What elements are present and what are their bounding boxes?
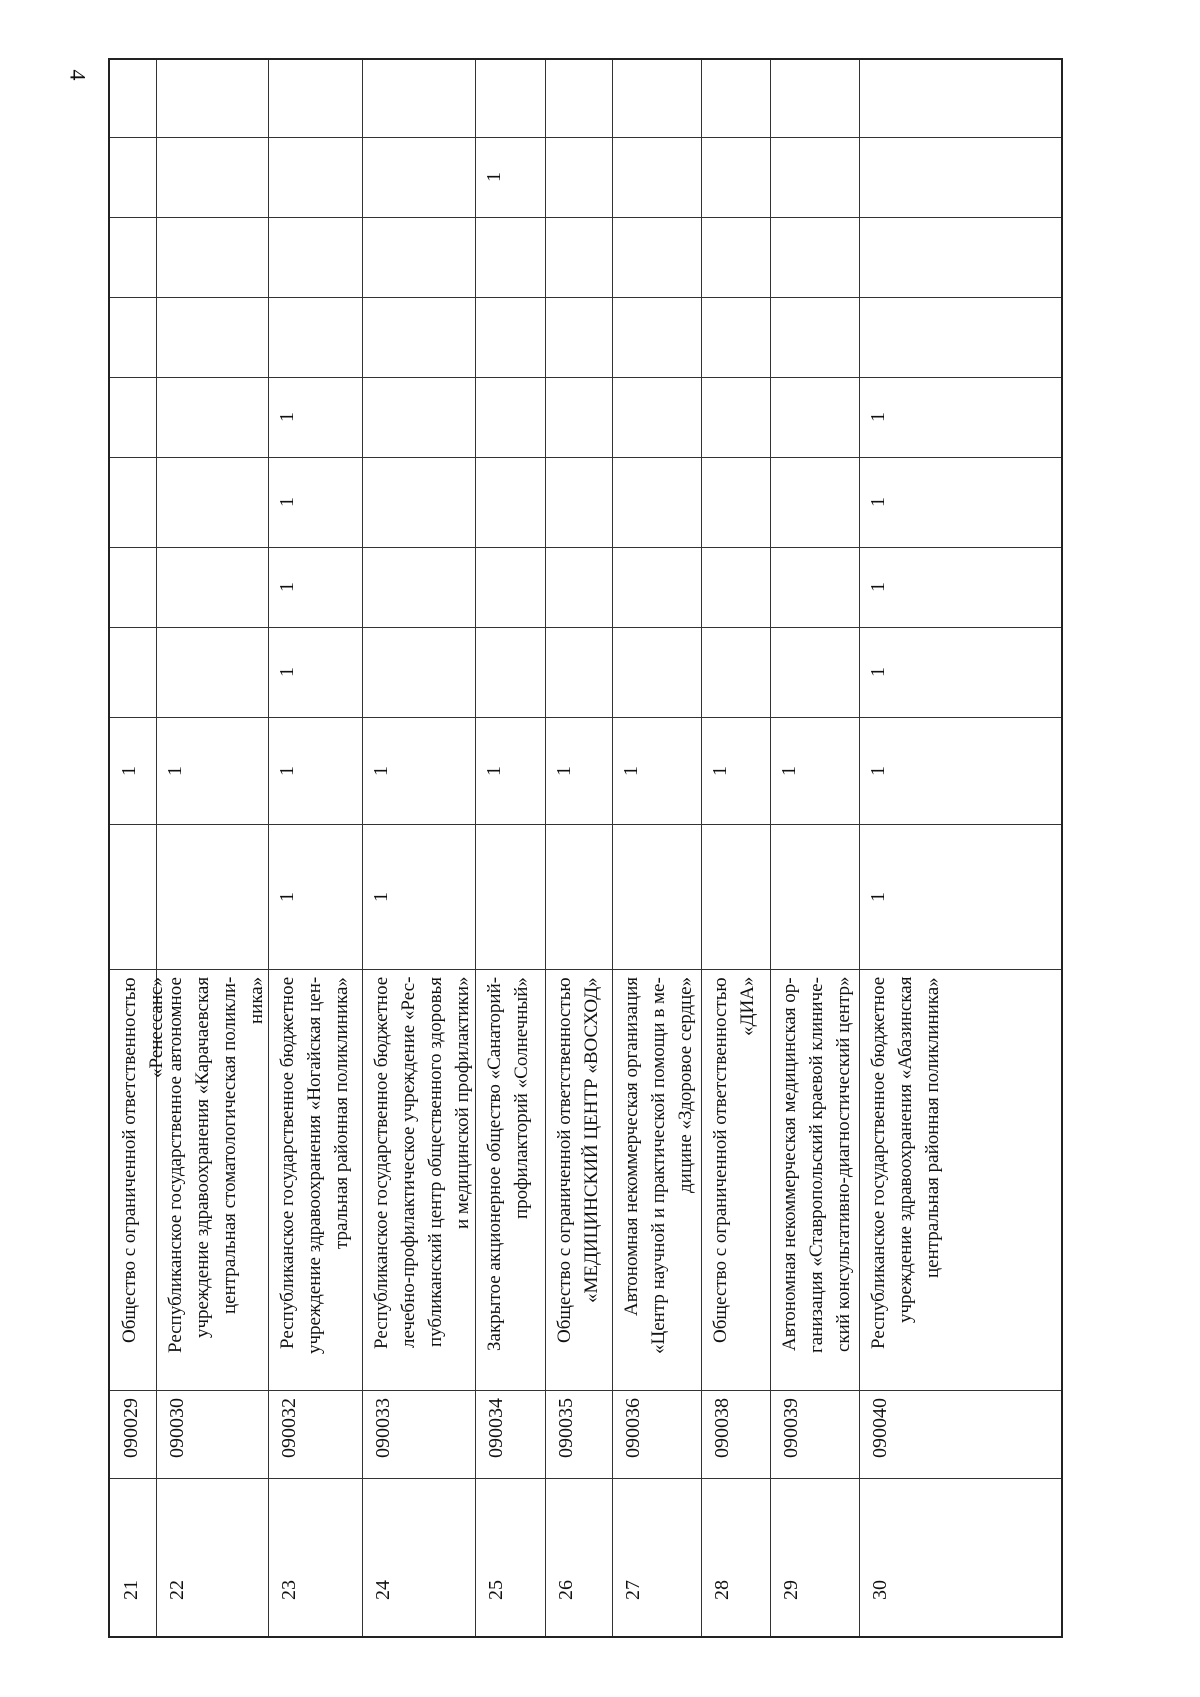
indicator-mark: 1: [867, 765, 889, 776]
organization-name-line: «МЕДИЦИНСКИЙ ЦЕНТР «ВОСХОД»: [581, 977, 602, 1303]
page-number: 4: [65, 69, 91, 81]
organization-name-line: ский консультативно-диагностический центр»: [833, 977, 854, 1353]
organization-name-line: «Ренессанс»: [146, 977, 167, 1078]
indicator-mark: 1: [553, 765, 575, 776]
organization-name-line: ганизация «Ставропольский краевой клиниче-: [806, 977, 827, 1353]
organization-code: 090038: [711, 1398, 733, 1458]
column-divider: [110, 1478, 1061, 1479]
row-number: 25: [485, 1580, 507, 1600]
indicator-mark: 1: [276, 765, 298, 776]
row-number: 22: [166, 1580, 188, 1600]
indicator-mark: 1: [276, 891, 298, 902]
column-divider: [110, 137, 1061, 138]
organization-name-line: «Центр научной и практической помощи в ме-: [648, 977, 669, 1354]
organization-name-line: ника»: [246, 977, 267, 1025]
indicator-mark: 1: [620, 765, 642, 776]
indicator-mark: 1: [867, 497, 889, 507]
organization-name-line: публиканский центр общественного здоровья: [425, 977, 446, 1347]
indicator-mark: 1: [483, 765, 505, 776]
row-number: 29: [780, 1580, 802, 1600]
indicator-mark: 1: [483, 172, 505, 182]
indicator-mark: 1: [276, 497, 298, 507]
indicator-mark: 1: [709, 765, 731, 776]
organization-name-line: Общество с ограниченной ответственностью: [554, 977, 575, 1343]
organizations-table: [108, 58, 1063, 1638]
organization-code: 090035: [555, 1398, 577, 1458]
organization-name-line: дицине «Здоровое сердце»: [675, 977, 696, 1194]
indicator-mark: 1: [276, 582, 298, 592]
row-number: 24: [372, 1580, 394, 1600]
column-divider: [110, 627, 1061, 628]
row-number: 27: [622, 1580, 644, 1600]
organization-name-line: профилакторий «Солнечный»: [511, 977, 532, 1219]
column-divider: [110, 824, 1061, 825]
column-divider: [110, 457, 1061, 458]
organization-name-line: тральная районная поликлиника»: [331, 977, 352, 1249]
organization-code: 090040: [869, 1398, 891, 1458]
organization-name-line: Общество с ограниченной ответственностью: [710, 977, 731, 1343]
row-number: 30: [869, 1580, 891, 1600]
organization-name-line: учреждение здравоохранения «Карачаевская: [192, 977, 213, 1339]
organization-code: 090033: [372, 1398, 394, 1458]
organization-name-line: центральная стоматологическая поликли-: [219, 977, 240, 1315]
organization-code: 090032: [278, 1398, 300, 1458]
column-divider: [110, 297, 1061, 298]
indicator-mark: 1: [370, 765, 392, 776]
indicator-mark: 1: [164, 765, 186, 776]
organization-name-line: лечебно-профилактическое учреждение «Рес-: [398, 977, 419, 1349]
row-number: 23: [278, 1580, 300, 1600]
indicator-mark: 1: [867, 582, 889, 592]
column-divider: [110, 377, 1061, 378]
indicator-mark: 1: [867, 412, 889, 422]
organization-name-line: Автономная некоммерческая организация: [621, 977, 642, 1317]
indicator-mark: 1: [778, 765, 800, 776]
organization-code: 090029: [120, 1398, 142, 1458]
organization-code: 090030: [166, 1398, 188, 1458]
organization-name-line: Автономная некоммерческая медицинская ор-: [779, 977, 800, 1351]
column-divider: [110, 717, 1061, 718]
organization-name-line: Общество с ограниченной ответственностью: [119, 977, 140, 1343]
organization-name-line: Республиканское государственное бюджетное: [277, 977, 298, 1350]
organization-name-line: учреждение здравоохранения «Абазинская: [895, 977, 916, 1324]
organization-code: 090039: [780, 1398, 802, 1458]
organization-name-line: учреждение здравоохранения «Ногайская цен-: [304, 977, 325, 1355]
indicator-mark: 1: [370, 891, 392, 902]
organization-name-line: Закрытое акционерное общество «Санаторий-: [484, 977, 505, 1352]
organization-name-line: «ДИА»: [737, 977, 758, 1037]
column-divider: [110, 547, 1061, 548]
organization-name-line: Республиканское государственное автономное: [165, 977, 186, 1353]
row-number: 26: [555, 1580, 577, 1600]
row-number: 28: [711, 1580, 733, 1600]
indicator-mark: 1: [276, 667, 298, 677]
organization-name-line: и медицинской профилактики»: [452, 977, 473, 1230]
column-divider: [110, 217, 1061, 218]
organization-code: 090034: [485, 1398, 507, 1458]
indicator-mark: 1: [867, 667, 889, 677]
organization-name-line: Республиканское государственное бюджетное: [868, 977, 889, 1350]
row-number: 21: [120, 1580, 142, 1600]
indicator-mark: 1: [276, 412, 298, 422]
organization-name-line: Республиканское государственное бюджетное: [371, 977, 392, 1350]
column-divider: [110, 969, 1061, 970]
indicator-mark: 1: [867, 891, 889, 902]
indicator-mark: 1: [118, 765, 140, 776]
organization-name-line: центральная районная поликлиника»: [922, 977, 943, 1278]
organization-code: 090036: [622, 1398, 644, 1458]
column-divider: [110, 1390, 1061, 1391]
